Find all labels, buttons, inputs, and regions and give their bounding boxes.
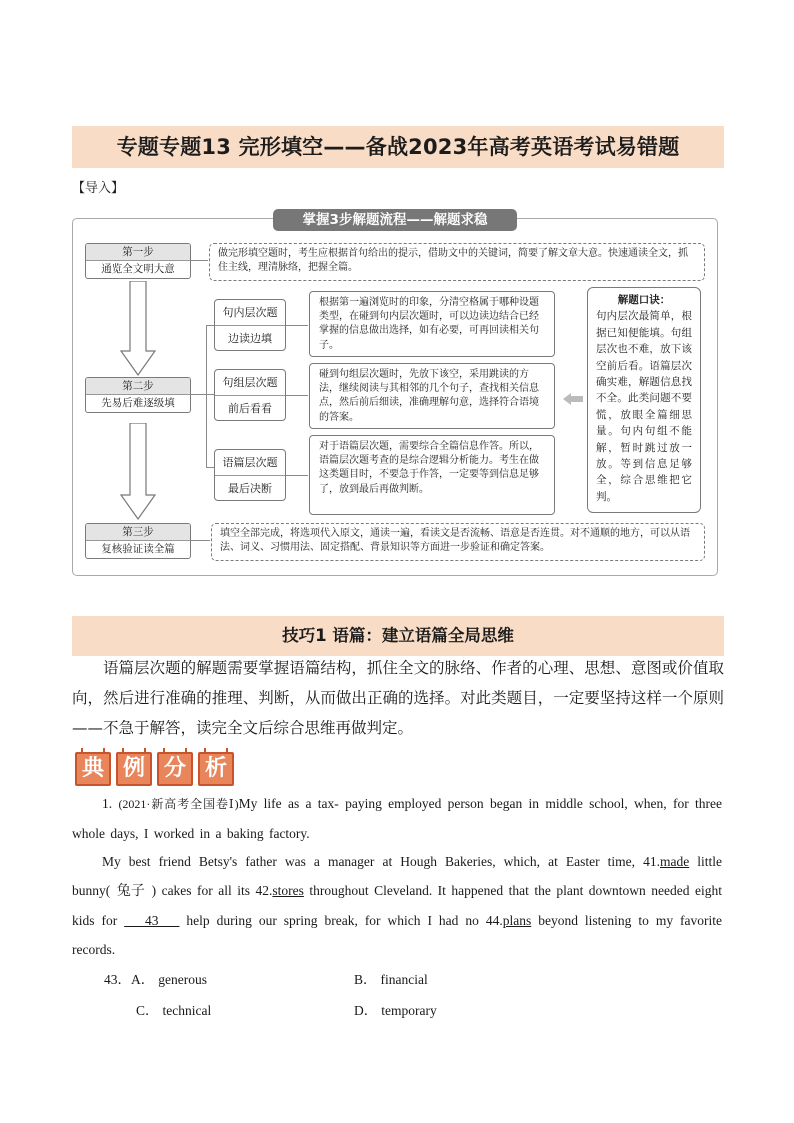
question-paragraph-2 — [72, 847, 722, 964]
step-3-text: 填空全部完成，将选项代入原文，通读一遍，看读文是否流畅、语意是否连贯。对不通顺的地方，可以从语法、词义、习惯用法、固定搭配、背景知识等方面进一步验证和确定答案。 — [211, 523, 705, 561]
passage-text: throughout Cleveland. It happened that the plant downtown needed eight kids for — [72, 883, 723, 928]
step-desc: 先易后难逐级填 — [101, 397, 175, 409]
step-3-box — [85, 523, 191, 559]
step-1-box — [85, 243, 191, 279]
level-group-text: 碰到句组层次题时，先放下该空，采用跳读的方法，继续阅读与其相邻的几个句子，查找相关信息点，然后前后细读，准确理解句意，选择符合语境的答案。 — [309, 363, 555, 429]
question-text: My life as a tax- paying employed person began in middle school, when, for three whole days, I worked in a baking factory. — [72, 796, 722, 841]
question-source: (2021·新高考全国卷Ⅰ) — [118, 797, 239, 811]
option-label: B． — [354, 972, 377, 987]
level-group — [214, 369, 286, 421]
chinese-gloss: 兔子 — [110, 883, 152, 899]
option-label: C． — [136, 1003, 159, 1018]
question-paragraph-1 — [72, 789, 722, 848]
question-number: 1. — [102, 796, 113, 811]
tips-box — [587, 287, 701, 513]
blank-41-answer: made — [659, 854, 690, 869]
option-text: financial — [380, 972, 428, 987]
step-label: 第二步 — [86, 378, 190, 395]
level-name: 句组层次题 — [215, 370, 285, 396]
section-paragraph: 语篇层次题的解题需要掌握语篇结构，抓住全文的脉络、作者的心理、思想、意图或价值取向，然后进行准确的推理、判断，从而做出正确的选择。对此类题目，一定要坚持这样一个原则——不急于解答，读完全文后综合思维再做判定。 — [72, 659, 724, 737]
option-label: D． — [354, 1003, 378, 1018]
connector — [206, 325, 207, 467]
option-b — [354, 968, 428, 988]
connector — [206, 467, 214, 468]
intro-label: 【导入】 — [72, 181, 125, 196]
option-d — [354, 999, 437, 1019]
level-discourse-text: 对于语篇层次题，需要综合全篇信息作答。所以，语篇层次题考查的是综合逻辑分析能力。考生在做这类题目时，不要急于作答，一定要等到信息足够了，放到最后再做判断。 — [309, 435, 555, 515]
badge-char: 分 — [157, 752, 193, 786]
badge-char: 例 — [116, 752, 152, 786]
flow-diagram — [72, 212, 718, 576]
level-name: 句内层次题 — [215, 300, 285, 326]
passage-text: ) cakes for all its 42. — [151, 883, 273, 898]
option-text: temporary — [381, 1003, 437, 1018]
tips-title: 解题口诀： — [617, 294, 671, 306]
down-arrow-icon — [119, 281, 157, 377]
option-text: generous — [158, 972, 207, 987]
option-c — [136, 999, 211, 1019]
blank-42-answer: stores — [272, 883, 304, 898]
flow-header: 掌握3步解题流程——解题求稳 — [273, 209, 517, 231]
example-badge — [75, 752, 239, 786]
connector — [286, 395, 308, 396]
connector — [190, 260, 208, 261]
passage-text: little bunny( — [72, 854, 722, 898]
section-title: 技巧1 语篇：建立语篇全局思维 — [72, 616, 724, 656]
step-label: 第三步 — [86, 524, 190, 541]
badge-char: 典 — [75, 752, 111, 786]
blank-44-answer: plans — [502, 913, 532, 928]
passage-text: beyond listening to my favorite records. — [72, 913, 723, 957]
level-sentence-text: 根据第一遍浏览时的印象，分清空格属于哪种设题类型，在碰到句内层次题时，可以边读边结合已经掌握的信息做出选择，如有必要，可再回读相关句子。 — [309, 291, 555, 357]
passage-text: My best friend Betsy's father was a manager at Hough Bakeries, which, at Easter time, 41. — [102, 854, 660, 869]
connector — [206, 394, 214, 395]
blank-43: 43 — [124, 913, 180, 928]
level-discourse — [214, 449, 286, 501]
step-desc: 复核验证读全篇 — [101, 543, 175, 555]
badge-char: 析 — [198, 752, 234, 786]
level-name: 语篇层次题 — [215, 450, 285, 476]
level-method: 最后决断 — [228, 482, 272, 495]
connector — [286, 325, 308, 326]
step-2-box — [85, 377, 191, 413]
level-method: 边读边填 — [228, 332, 272, 345]
passage-text: help during our spring break, for which I had no 44. — [179, 913, 503, 928]
step-1-text: 做完形填空题时，考生应根据首句给出的提示，借助文中的关键词，简要了解文章大意。快速通读全文，抓住主线，理清脉络，把握全篇。 — [209, 243, 705, 281]
connector — [206, 325, 214, 326]
level-sentence — [214, 299, 286, 351]
down-arrow-icon — [119, 423, 157, 521]
connector — [190, 540, 210, 541]
option-label: 43．A． — [104, 972, 155, 987]
tips-text: 句内层次最简单，根据已知便能填。句组层次也不难，放下该空前后看。语篇层次确实难，解题信息找不全。此类问题不要慌，放眼全篇细思量。句内句组不能解，暂时跳过放一放。等到信息足够全，综合思维把它判。 — [596, 310, 692, 503]
connector — [190, 394, 206, 395]
page-title: 专题专题13 完形填空——备战2023年高考英语考试易错题 — [72, 126, 724, 168]
step-desc: 通览全文明大意 — [101, 263, 175, 275]
option-a — [104, 968, 207, 988]
step-label: 第一步 — [86, 244, 190, 261]
option-text: technical — [162, 1003, 212, 1018]
level-method: 前后看看 — [228, 402, 272, 415]
connector — [286, 475, 308, 476]
left-arrow-icon — [563, 393, 583, 405]
